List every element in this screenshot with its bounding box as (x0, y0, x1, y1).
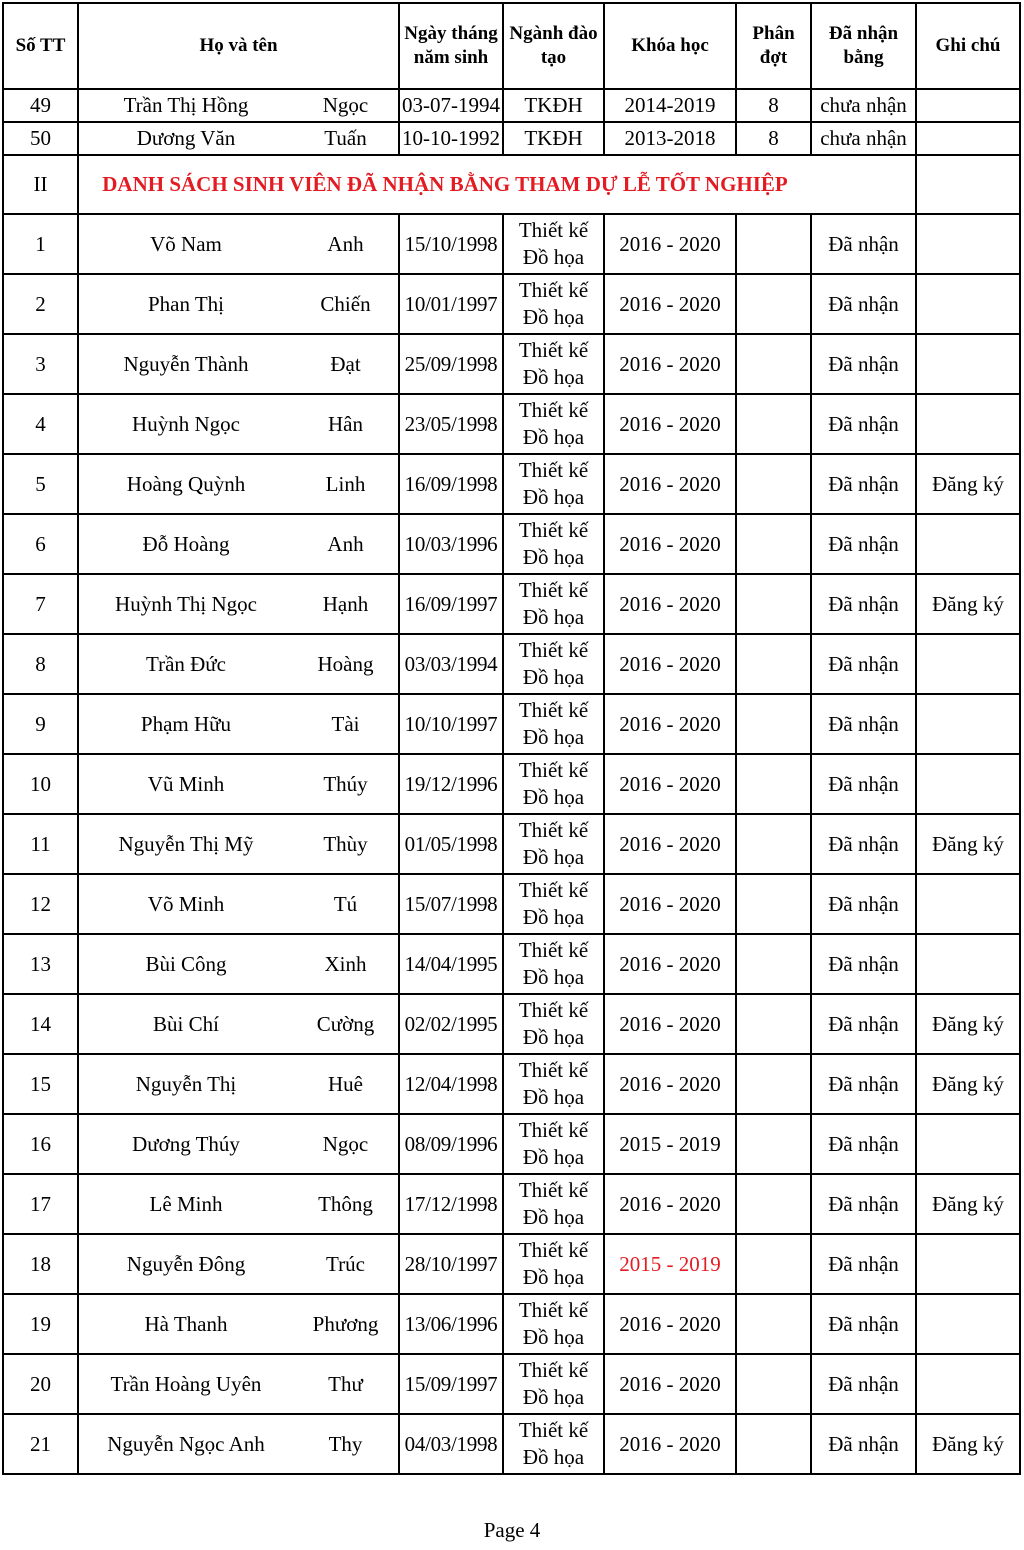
major-line-1: Thiết kế (518, 758, 589, 782)
row-note (916, 274, 1020, 334)
section-note (916, 155, 1020, 214)
row-surname: Hoàng Quỳnh (78, 454, 293, 514)
row-note (916, 634, 1020, 694)
row-course: 2016 - 2020 (604, 334, 736, 394)
row-course: 2014-2019 (604, 89, 736, 122)
major-line-1: Thiết kế (518, 518, 589, 542)
table-row (3, 574, 1020, 634)
row-batch (736, 1294, 811, 1354)
row-dob: 03/03/1994 (399, 634, 503, 694)
major-line-1: Thiết kế (518, 1118, 589, 1142)
row-note (916, 334, 1020, 394)
major-line-2: Đồ họa (522, 965, 585, 989)
header-note: Ghi chú (916, 3, 1020, 89)
major-line-1: Thiết kế (518, 578, 589, 602)
row-stt: 4 (3, 394, 78, 454)
major-line-2: Đồ họa (522, 1085, 585, 1109)
table-row (3, 1234, 1020, 1294)
major-line-1: Thiết kế (518, 1298, 589, 1322)
row-given-name: Trúc (293, 1234, 399, 1294)
row-note (916, 394, 1020, 454)
row-dob: 15/10/1998 (399, 214, 503, 274)
row-dob: 16/09/1997 (399, 574, 503, 634)
major-line-2: Đồ họa (522, 905, 585, 929)
row-major: TKĐH (503, 89, 604, 122)
row-course: 2016 - 2020 (604, 454, 736, 514)
row-dob: 04/03/1998 (399, 1414, 503, 1474)
row-given-name: Thư (293, 1354, 399, 1414)
row-course: 2016 - 2020 (604, 1414, 736, 1474)
row-given-name: Thùy (293, 814, 399, 874)
row-batch (736, 514, 811, 574)
row-major (503, 874, 604, 934)
major-line-1: Thiết kế (518, 1178, 589, 1202)
section-title: DANH SÁCH SINH VIÊN ĐÃ NHẬN BẰNG THAM DỰ LỄ TỐT NGHIỆP (78, 155, 811, 214)
table-row (3, 694, 1020, 754)
major-line-1: Thiết kế (518, 398, 589, 422)
row-stt: 6 (3, 514, 78, 574)
row-received: Đã nhận (811, 634, 916, 694)
row-course: 2016 - 2020 (604, 514, 736, 574)
row-course: 2016 - 2020 (604, 394, 736, 454)
row-batch (736, 274, 811, 334)
row-course: 2015 - 2019 (604, 1114, 736, 1174)
row-course: 2016 - 2020 (604, 634, 736, 694)
row-note: Đăng ký (916, 454, 1020, 514)
row-batch (736, 574, 811, 634)
row-dob: 01/05/1998 (399, 814, 503, 874)
table-row (3, 1114, 1020, 1174)
row-course: 2016 - 2020 (604, 1174, 736, 1234)
row-received: Đã nhận (811, 1294, 916, 1354)
major-line-1: Thiết kế (518, 1418, 589, 1442)
row-batch (736, 634, 811, 694)
major-line-1: Thiết kế (518, 818, 589, 842)
row-given-name: Hân (293, 394, 399, 454)
row-stt: 1 (3, 214, 78, 274)
table-row (3, 122, 1020, 155)
row-course: 2016 - 2020 (604, 1294, 736, 1354)
row-batch (736, 1174, 811, 1234)
row-dob: 03-07-1994 (399, 89, 503, 122)
table-row (3, 874, 1020, 934)
section-row (3, 155, 1020, 214)
row-surname: Võ Nam (78, 214, 293, 274)
major-line-2: Đồ họa (522, 545, 585, 569)
row-course: 2016 - 2020 (604, 274, 736, 334)
row-major (503, 1054, 604, 1114)
table-row (3, 754, 1020, 814)
row-given-name: Phương (293, 1294, 399, 1354)
row-major (503, 754, 604, 814)
major-line-2: Đồ họa (522, 785, 585, 809)
row-received: Đã nhận (811, 994, 916, 1054)
row-dob: 10-10-1992 (399, 122, 503, 155)
row-course: 2016 - 2020 (604, 754, 736, 814)
row-course: 2016 - 2020 (604, 694, 736, 754)
row-major (503, 1174, 604, 1234)
row-major (503, 514, 604, 574)
row-surname: Bùi Công (78, 934, 293, 994)
row-received: Đã nhận (811, 694, 916, 754)
row-dob: 28/10/1997 (399, 1234, 503, 1294)
row-received: Đã nhận (811, 1414, 916, 1474)
row-received: Đã nhận (811, 814, 916, 874)
row-course: 2016 - 2020 (604, 814, 736, 874)
row-batch (736, 1414, 811, 1474)
row-course: 2016 - 2020 (604, 874, 736, 934)
row-major (503, 214, 604, 274)
row-note (916, 1294, 1020, 1354)
row-note: Đăng ký (916, 574, 1020, 634)
table-row (3, 89, 1020, 122)
row-received: Đã nhận (811, 874, 916, 934)
row-dob: 15/09/1997 (399, 1354, 503, 1414)
row-note (916, 754, 1020, 814)
row-stt: 3 (3, 334, 78, 394)
major-line-2: Đồ họa (522, 1445, 585, 1469)
header-name: Họ và tên (78, 3, 399, 89)
major-line-1: Thiết kế (518, 218, 589, 242)
row-note (916, 1234, 1020, 1294)
row-major (503, 634, 604, 694)
major-line-1: Thiết kế (518, 998, 589, 1022)
row-course: 2016 - 2020 (604, 994, 736, 1054)
row-received: Đã nhận (811, 1354, 916, 1414)
row-note (916, 874, 1020, 934)
row-given-name: Anh (293, 214, 399, 274)
row-major (503, 454, 604, 514)
row-stt: 9 (3, 694, 78, 754)
row-major (503, 1234, 604, 1294)
row-major (503, 1354, 604, 1414)
row-received: chưa nhận (811, 122, 916, 155)
row-received: Đã nhận (811, 514, 916, 574)
row-note: Đăng ký (916, 1054, 1020, 1114)
row-received: Đã nhận (811, 754, 916, 814)
row-stt: 7 (3, 574, 78, 634)
row-received: Đã nhận (811, 394, 916, 454)
row-stt: 15 (3, 1054, 78, 1114)
major-line-2: Đồ họa (522, 365, 585, 389)
row-note (916, 1114, 1020, 1174)
row-surname: Võ Minh (78, 874, 293, 934)
row-note (916, 89, 1020, 122)
table-row (3, 934, 1020, 994)
row-given-name: Linh (293, 454, 399, 514)
row-batch (736, 334, 811, 394)
row-note (916, 214, 1020, 274)
row-given-name: Tuấn (293, 122, 399, 155)
row-note (916, 514, 1020, 574)
row-major (503, 1114, 604, 1174)
row-given-name: Thúy (293, 754, 399, 814)
table-row (3, 994, 1020, 1054)
row-course: 2016 - 2020 (604, 1054, 736, 1114)
major-line-2: Đồ họa (522, 1205, 585, 1229)
row-major (503, 934, 604, 994)
row-course: 2016 - 2020 (604, 214, 736, 274)
row-given-name: Xinh (293, 934, 399, 994)
row-received: chưa nhận (811, 89, 916, 122)
row-batch (736, 1234, 811, 1294)
table-row (3, 274, 1020, 334)
row-stt: 12 (3, 874, 78, 934)
row-batch (736, 1054, 811, 1114)
row-major (503, 694, 604, 754)
row-surname: Bùi Chí (78, 994, 293, 1054)
major-line-1: Thiết kế (518, 698, 589, 722)
row-stt: 18 (3, 1234, 78, 1294)
row-note (916, 694, 1020, 754)
row-stt: 8 (3, 634, 78, 694)
row-received: Đã nhận (811, 334, 916, 394)
table-row (3, 214, 1020, 274)
row-batch (736, 394, 811, 454)
major-line-2: Đồ họa (522, 1385, 585, 1409)
page-footer: Page 4 (483, 1518, 541, 1542)
row-batch (736, 934, 811, 994)
row-dob: 19/12/1996 (399, 754, 503, 814)
row-batch (736, 214, 811, 274)
row-surname: Vũ Minh (78, 754, 293, 814)
major-line-1: Thiết kế (518, 1358, 589, 1382)
major-line-2: Đồ họa (522, 485, 585, 509)
row-surname: Huỳnh Ngọc (78, 394, 293, 454)
row-given-name: Ngọc (293, 89, 399, 122)
row-dob: 10/01/1997 (399, 274, 503, 334)
row-surname: Hà Thanh (78, 1294, 293, 1354)
row-surname: Dương Thúy (78, 1114, 293, 1174)
row-course: 2016 - 2020 (604, 574, 736, 634)
row-surname: Nguyễn Ngọc Anh (78, 1414, 293, 1474)
row-surname: Trần Hoàng Uyên (78, 1354, 293, 1414)
row-dob: 23/05/1998 (399, 394, 503, 454)
row-stt: 50 (3, 122, 78, 155)
row-given-name: Hoàng (293, 634, 399, 694)
row-major (503, 814, 604, 874)
row-dob: 15/07/1998 (399, 874, 503, 934)
row-note: Đăng ký (916, 1414, 1020, 1474)
major-line-1: Thiết kế (518, 638, 589, 662)
major-line-1: Thiết kế (518, 278, 589, 302)
major-line-2: Đồ họa (522, 1145, 585, 1169)
row-received: Đã nhận (811, 1174, 916, 1234)
table-body (3, 89, 1020, 1474)
table-row (3, 454, 1020, 514)
row-surname: Nguyễn Thị (78, 1054, 293, 1114)
row-received: Đã nhận (811, 454, 916, 514)
row-received: Đã nhận (811, 1114, 916, 1174)
row-note (916, 122, 1020, 155)
table-row (3, 814, 1020, 874)
table-row (3, 334, 1020, 394)
major-line-2: Đồ họa (522, 305, 585, 329)
row-stt: 21 (3, 1414, 78, 1474)
table-row (3, 514, 1020, 574)
row-given-name: Cường (293, 994, 399, 1054)
row-dob: 10/10/1997 (399, 694, 503, 754)
row-surname: Nguyễn Đông (78, 1234, 293, 1294)
row-dob: 17/12/1998 (399, 1174, 503, 1234)
row-given-name: Tài (293, 694, 399, 754)
row-dob: 08/09/1996 (399, 1114, 503, 1174)
row-major (503, 274, 604, 334)
row-surname: Huỳnh Thị Ngọc (78, 574, 293, 634)
row-received: Đã nhận (811, 274, 916, 334)
row-surname: Lê Minh (78, 1174, 293, 1234)
major-line-2: Đồ họa (522, 245, 585, 269)
header-course: Khóa học (604, 3, 736, 89)
row-stt: 16 (3, 1114, 78, 1174)
row-batch (736, 1114, 811, 1174)
row-dob: 13/06/1996 (399, 1294, 503, 1354)
row-major (503, 1294, 604, 1354)
row-given-name: Thy (293, 1414, 399, 1474)
row-surname: Dương Văn (78, 122, 293, 155)
major-line-1: Thiết kế (518, 1058, 589, 1082)
row-note: Đăng ký (916, 814, 1020, 874)
row-received: Đã nhận (811, 1234, 916, 1294)
row-major (503, 574, 604, 634)
row-given-name: Thông (293, 1174, 399, 1234)
section-number: II (3, 155, 78, 214)
row-stt: 20 (3, 1354, 78, 1414)
major-line-2: Đồ họa (522, 425, 585, 449)
row-course: 2015 - 2019 (604, 1234, 736, 1294)
major-line-2: Đồ họa (522, 1265, 585, 1289)
row-given-name: Chiến (293, 274, 399, 334)
major-line-2: Đồ họa (522, 605, 585, 629)
row-note: Đăng ký (916, 994, 1020, 1054)
row-major (503, 1414, 604, 1474)
table-row (3, 634, 1020, 694)
row-surname: Nguyễn Thị Mỹ (78, 814, 293, 874)
row-given-name: Hạnh (293, 574, 399, 634)
row-note (916, 1354, 1020, 1414)
row-batch (736, 874, 811, 934)
row-dob: 12/04/1998 (399, 1054, 503, 1114)
major-line-1: Thiết kế (518, 938, 589, 962)
major-line-2: Đồ họa (522, 1025, 585, 1049)
table-row (3, 1354, 1020, 1414)
header-batch: Phân đợt (736, 3, 811, 89)
row-stt: 5 (3, 454, 78, 514)
major-line-2: Đồ họa (522, 845, 585, 869)
row-batch (736, 994, 811, 1054)
row-batch: 8 (736, 122, 811, 155)
row-stt: 13 (3, 934, 78, 994)
row-batch (736, 1354, 811, 1414)
row-received: Đã nhận (811, 1054, 916, 1114)
table-row (3, 1294, 1020, 1354)
row-major (503, 394, 604, 454)
row-dob: 16/09/1998 (399, 454, 503, 514)
section-blank (811, 155, 916, 214)
row-received: Đã nhận (811, 214, 916, 274)
major-line-2: Đồ họa (522, 1325, 585, 1349)
row-batch (736, 814, 811, 874)
row-given-name: Anh (293, 514, 399, 574)
row-stt: 17 (3, 1174, 78, 1234)
row-dob: 02/02/1995 (399, 994, 503, 1054)
row-surname: Nguyễn Thành (78, 334, 293, 394)
header-stt: Số TT (3, 3, 78, 89)
table-row (3, 1414, 1020, 1474)
table-row (3, 1054, 1020, 1114)
row-dob: 14/04/1995 (399, 934, 503, 994)
major-line-1: Thiết kế (518, 1238, 589, 1262)
row-surname: Phan Thị (78, 274, 293, 334)
row-given-name: Huê (293, 1054, 399, 1114)
row-course: 2016 - 2020 (604, 934, 736, 994)
row-stt: 10 (3, 754, 78, 814)
row-stt: 14 (3, 994, 78, 1054)
row-dob: 25/09/1998 (399, 334, 503, 394)
row-received: Đã nhận (811, 934, 916, 994)
row-batch (736, 454, 811, 514)
header-major: Ngành đào tạo (503, 3, 604, 89)
row-surname: Phạm Hữu (78, 694, 293, 754)
table-row (3, 394, 1020, 454)
row-major: TKĐH (503, 122, 604, 155)
row-major (503, 994, 604, 1054)
major-line-1: Thiết kế (518, 458, 589, 482)
row-major (503, 334, 604, 394)
row-dob: 10/03/1996 (399, 514, 503, 574)
row-received: Đã nhận (811, 574, 916, 634)
row-batch (736, 754, 811, 814)
major-line-2: Đồ họa (522, 665, 585, 689)
row-course: 2016 - 2020 (604, 1354, 736, 1414)
major-line-1: Thiết kế (518, 878, 589, 902)
row-note: Đăng ký (916, 1174, 1020, 1234)
table-row (3, 1174, 1020, 1234)
header-row (3, 3, 1020, 89)
row-surname: Đỗ Hoàng (78, 514, 293, 574)
row-stt: 2 (3, 274, 78, 334)
row-surname: Trần Thị Hồng (78, 89, 293, 122)
row-stt: 49 (3, 89, 78, 122)
row-stt: 19 (3, 1294, 78, 1354)
row-given-name: Ngọc (293, 1114, 399, 1174)
row-note (916, 934, 1020, 994)
row-given-name: Tú (293, 874, 399, 934)
graduate-table (2, 2, 1021, 1475)
row-course: 2013-2018 (604, 122, 736, 155)
major-line-1: Thiết kế (518, 338, 589, 362)
header-dob: Ngày tháng năm sinh (399, 3, 503, 89)
row-surname: Trần Đức (78, 634, 293, 694)
row-batch: 8 (736, 89, 811, 122)
row-stt: 11 (3, 814, 78, 874)
major-line-2: Đồ họa (522, 725, 585, 749)
row-batch (736, 694, 811, 754)
header-received: Đã nhận bằng (811, 3, 916, 89)
row-given-name: Đạt (293, 334, 399, 394)
